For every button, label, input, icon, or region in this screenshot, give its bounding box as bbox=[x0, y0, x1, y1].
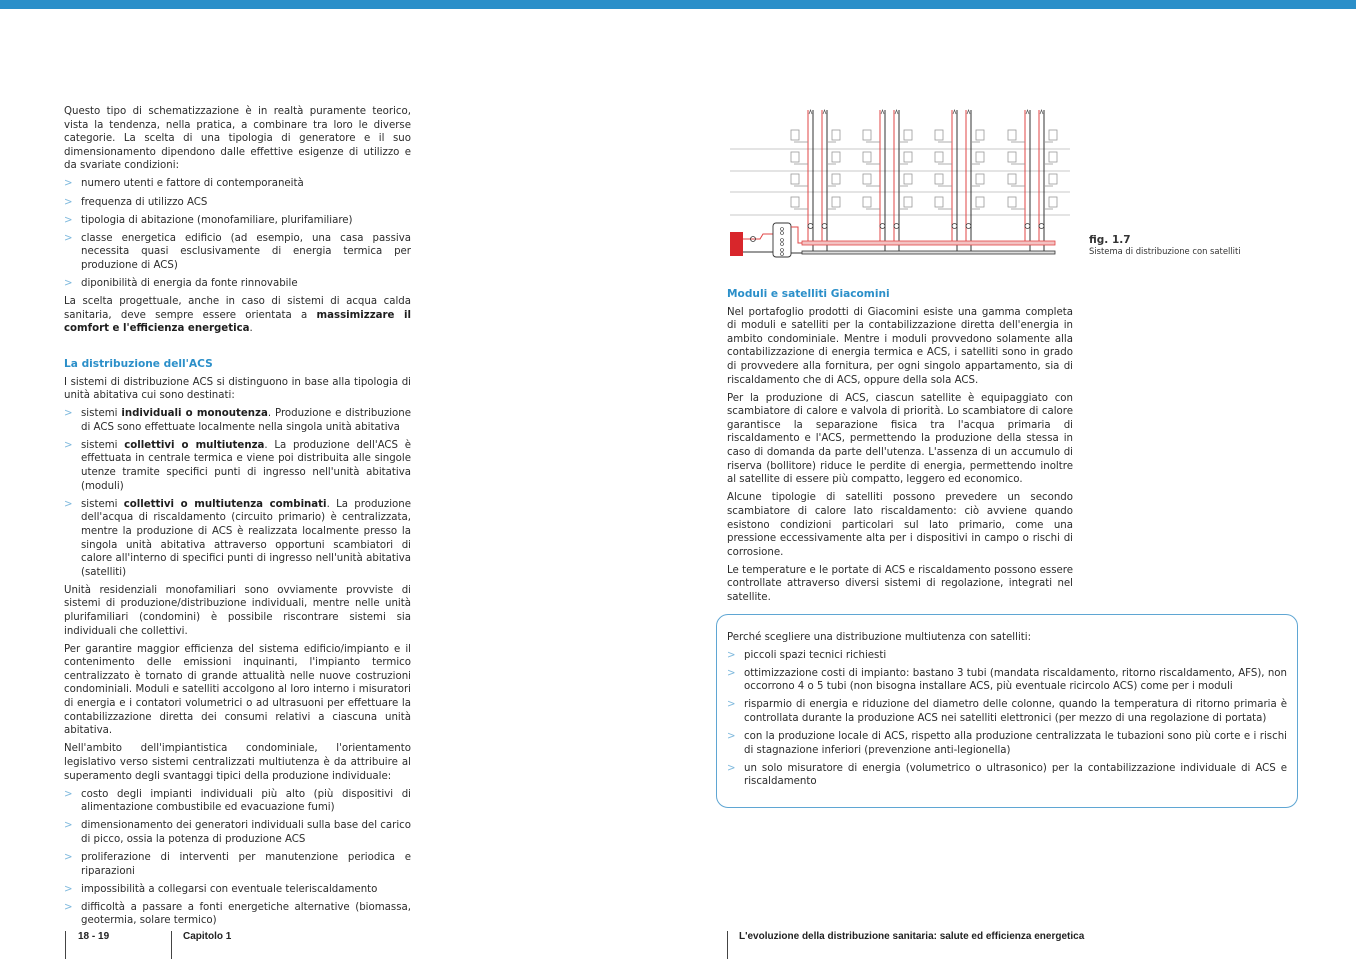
satellite-unit-icon bbox=[976, 152, 984, 162]
pump-icon bbox=[1025, 224, 1030, 229]
satellite-unit-icon bbox=[832, 197, 840, 207]
running-title: L'evoluzione della distribuzione sanitaria: salute ed efficienza energetica bbox=[739, 931, 1085, 942]
satellite-unit-icon bbox=[1049, 130, 1057, 140]
air-vent-icon bbox=[895, 110, 898, 114]
pump-icon bbox=[952, 224, 957, 229]
satellite-unit-icon bbox=[1008, 130, 1016, 140]
legislation-paragraph: Nell'ambito dell'impiantistica condominiale, l'orientamento legislativo verso sistemi centralizzati multiutenza è da attribuire al superamento degli svantaggi tipici della produzione individuale: bbox=[64, 743, 411, 782]
footer-divider bbox=[65, 931, 66, 959]
figure-caption bbox=[1089, 235, 1241, 257]
chevron-right-icon: > bbox=[64, 498, 73, 510]
list-item: > risparmio di energia e riduzione del diametro delle colonne, quando la temperatura di ritorno primaria è controllata durante la produzione ACS nei satelliti elettronici (per mezzo di una regolazione di portata) bbox=[727, 699, 1287, 724]
satellite-unit-icon bbox=[1049, 174, 1057, 184]
callout-title: Perché scegliere una distribuzione multiutenza con satelliti: bbox=[727, 632, 1032, 643]
list-item: > sistemi collettivi o multiutenza. La produzione dell'ACS è effettuata in centrale termica e viene poi distribuita alle singole utenze tramite specifici punti di ingresso nell'unità abitativa (moduli) bbox=[64, 439, 412, 492]
air-vent-icon bbox=[823, 110, 826, 114]
list-item: > un solo misuratore di energia (volumetrico o ultrasonico) per la contabilizzazione individuale di ACS e riscaldamento bbox=[727, 762, 1287, 788]
satellite-unit-icon bbox=[832, 130, 840, 140]
chapter-label: Capitolo 1 bbox=[183, 931, 232, 942]
chevron-right-icon: > bbox=[64, 901, 73, 913]
section-heading-distribution: La distribuzione dell'ACS bbox=[64, 357, 213, 370]
list-item: > sistemi individuali o monoutenza. Produzione e distribuzione di ACS sono effettuate localmente nella singola unità abitativa bbox=[64, 408, 411, 433]
benefits-list bbox=[727, 649, 1287, 789]
list-item: > tipologia di abitazione (monofamiliare, plurifamiliare) bbox=[64, 214, 353, 226]
pump-icon bbox=[880, 224, 885, 229]
paragraph: Alcune tipologie di satelliti possono prevedere un secondo scambiatore di calore lato riscaldamento: ciò avviene quando esistono condizioni particolari sul lato primario, come una pressione eccessivamente alta per i dispositivi in campo o rischi di corrosione. bbox=[727, 492, 1073, 558]
satellite-unit-icon bbox=[863, 130, 871, 140]
left-column bbox=[64, 105, 411, 932]
air-vent-icon bbox=[967, 110, 970, 114]
satellite-unit-icon bbox=[832, 174, 840, 184]
list-item: > impossibilità a collegarsi con eventuale teleriscaldamento bbox=[64, 883, 378, 895]
satellite-unit-icon bbox=[791, 130, 799, 140]
chevron-right-icon: > bbox=[727, 667, 736, 679]
satellite-unit-icon bbox=[935, 174, 943, 184]
intro-paragraph: Questo tipo di schematizzazione è in realtà puramente teorico, vista la tendenza, nella pratica, a combinare tra loro le diverse categorie. La scelta di una tipologia di generatore e il suo dimensionamento dipendono dalle effettive esigenze di utilizzo e da svariate condizioni: bbox=[64, 106, 411, 172]
list-item: > diponibilità di energia da fonte rinnovabile bbox=[64, 278, 298, 290]
return-header-pipe bbox=[802, 251, 1055, 254]
satellite-unit-icon bbox=[935, 130, 943, 140]
list-item: > frequenza di utilizzo ACS bbox=[64, 196, 208, 208]
heat-exchanger-icon bbox=[773, 223, 791, 257]
chevron-right-icon: > bbox=[64, 852, 73, 863]
boiler-supply-pipe bbox=[743, 234, 776, 239]
satellite-unit-icon bbox=[935, 197, 943, 207]
satellite-unit-icon bbox=[904, 174, 912, 184]
satellite-unit-icon bbox=[1049, 197, 1057, 207]
pump-icon bbox=[1039, 224, 1044, 229]
satellite-unit-icon bbox=[935, 152, 943, 162]
benefits-callout-box bbox=[716, 614, 1298, 808]
satellite-unit-icon bbox=[863, 197, 871, 207]
satellite-unit-icon bbox=[863, 174, 871, 184]
air-vent-icon bbox=[1026, 110, 1029, 114]
pump-icon bbox=[808, 224, 813, 229]
list-item: > classe energetica edificio (ad esempio, una casa passiva necessita quasi esclusivamente di energia termica per produzione di ACS) bbox=[64, 232, 411, 271]
pump-icon bbox=[822, 224, 827, 229]
chevron-right-icon: > bbox=[727, 649, 736, 661]
satellite-distribution-diagram bbox=[720, 100, 1080, 265]
list-item: > costo degli impianti individuali più alto (più dispositivi di alimentazione combustibile ed evacuazione fumi) bbox=[64, 788, 411, 814]
footer-divider bbox=[171, 931, 172, 959]
paragraph: Nel portafoglio prodotti di Giacomini esiste una gamma completa di moduli e satelliti per la contabilizzazione diretta dell'energia in ambito condominiale. Mentre i moduli provvedono solamente alla contabilizzazione di energia termica e ACS, i satelliti sono in grado di provvedere alla fornitura, per ogni singolo appartamento, sia di riscaldamento che di ACS, oppure della sola ACS. bbox=[727, 306, 1073, 386]
chevron-right-icon: > bbox=[64, 278, 73, 290]
satellite-unit-icon bbox=[791, 174, 799, 184]
chevron-right-icon: > bbox=[64, 178, 73, 190]
chevron-right-icon: > bbox=[727, 762, 736, 774]
satellite-unit-icon bbox=[863, 152, 871, 162]
list-item: > dimensionamento dei generatori individuali sulla base del carico di picco, ossia la potenza di produzione ACS bbox=[64, 820, 411, 845]
efficiency-paragraph: Per garantire maggior efficienza del sistema edificio/impianto e il contenimento delle emissioni inquinanti, l'impianto termico centralizzato è tornato di grande attualità nelle nuove costruzioni condominiali. Moduli e satelliti accolgono al loro interno i misuratori di energia e i contatori volumetrici o ad ultrasuoni per effettuare la contabilizzazione diretta dei consumi relativi a ciascuna unità abitativa. bbox=[64, 643, 411, 737]
top-accent-bar bbox=[0, 0, 1356, 9]
chevron-right-icon: > bbox=[64, 439, 73, 451]
satellite-unit-icon bbox=[976, 174, 984, 184]
satellite-unit-icon bbox=[904, 130, 912, 140]
right-column bbox=[727, 288, 1073, 609]
list-item: > difficoltà a passare a fonti energetiche alternative (biomassa, geotermia, solare termico) bbox=[64, 901, 411, 927]
chevron-right-icon: > bbox=[727, 731, 736, 743]
chevron-right-icon: > bbox=[64, 232, 73, 244]
chevron-right-icon: > bbox=[64, 214, 73, 226]
satellite-unit-icon bbox=[976, 197, 984, 207]
list-item: > ottimizzazione costi di impianto: bastano 3 tubi (mandata riscaldamento, ritorno riscaldamento, AFS), non occorrono 4 o 5 tubi (non bisogna installare ACS, più eventuale ricircolo ACS) come per i moduli bbox=[727, 667, 1287, 693]
list-item: > numero utenti e fattore di contemporaneità bbox=[64, 178, 304, 190]
list-item: > proliferazione di interventi per manutenzione periodica e riparazioni bbox=[64, 852, 411, 877]
chevron-right-icon: > bbox=[64, 408, 73, 420]
satellite-unit-icon bbox=[904, 197, 912, 207]
satellite-unit-icon bbox=[1008, 152, 1016, 162]
systems-list bbox=[64, 407, 411, 579]
chevron-right-icon: > bbox=[64, 788, 73, 800]
page-numbers: 18 - 19 bbox=[78, 931, 110, 942]
pump-icon bbox=[894, 224, 899, 229]
satellite-unit-icon bbox=[791, 197, 799, 207]
conditions-list bbox=[64, 177, 411, 290]
satellite-unit-icon bbox=[832, 152, 840, 162]
list-item: > con la produzione locale di ACS, rispetto alla produzione centralizzata le tubazioni sono più corte e i rischi di stagnazione inferiori (prevenzione anti-legionella) bbox=[727, 731, 1287, 756]
section-heading-giacomini: Moduli e satelliti Giacomini bbox=[727, 288, 890, 300]
satellite-unit-icon bbox=[1049, 152, 1057, 162]
air-vent-icon bbox=[881, 110, 884, 114]
disadvantages-list bbox=[64, 788, 411, 928]
choice-paragraph: La scelta progettuale, anche in caso di sistemi di acqua calda sanitaria, deve sempre essere orientata a massimizzare il comfort e l'efficienza energetica. bbox=[64, 296, 411, 335]
satellite-unit-icon bbox=[791, 152, 799, 162]
paragraph: Le temperature e le portate di ACS e riscaldamento possono essere controllate attraverso diversi sistemi di regolazione, integrati nel satellite. bbox=[727, 564, 1073, 603]
list-item: > sistemi collettivi o multiutenza combinati. La produzione dell'acqua di riscaldamento (circuito primario) è centralizzata, mentre la produzione di ACS è realizzata localmente presso la singola unità abitativa attraverso opportuni scambiatori di calore all'interno di specifici punti di ingresso nell'unità abitativa (satelliti) bbox=[64, 498, 412, 578]
supply-header-pipe bbox=[802, 241, 1055, 245]
chevron-right-icon: > bbox=[64, 196, 73, 208]
chevron-right-icon: > bbox=[64, 883, 73, 895]
satellite-unit-icon bbox=[1008, 174, 1016, 184]
air-vent-icon bbox=[953, 110, 956, 114]
paragraph: Per la produzione di ACS, ciascun satellite è equipaggiato con scambiatore di calore e valvola di priorità. Lo scambiatore di calore garantisce la separazione fisica tra l'acqua primaria di riscaldamento e l'ACS, permettendo la produzione della stessa in caso di domanda da parte dell'utenza. L'assenza di un accumulo di riserva (bollitore) riduce le perdite di energia, permettendo inoltre al satellite di essere più compatto, leggero ed economico. bbox=[727, 392, 1073, 486]
footer-divider bbox=[727, 931, 728, 959]
figure-caption-text: Sistema di distribuzione con satelliti bbox=[1089, 246, 1241, 256]
units-paragraph: Unità residenziali monofamiliari sono ovviamente provviste di sistemi di produzione/distribuzione individuali, mentre nelle unità plurifamiliari (condomini) è possibile riscontrare sistemi sia individuali che collettivi. bbox=[64, 584, 411, 637]
satellite-unit-icon bbox=[976, 130, 984, 140]
exchanger-supply-pipe bbox=[791, 227, 802, 243]
list-item: > piccoli spazi tecnici richiesti bbox=[727, 649, 887, 661]
pump-icon bbox=[966, 224, 971, 229]
figure-number: fig. 1.7 bbox=[1089, 234, 1131, 246]
air-vent-icon bbox=[809, 110, 812, 114]
chevron-right-icon: > bbox=[727, 699, 736, 711]
section-intro: I sistemi di distribuzione ACS si distinguono in base alla tipologia di unità abitativa cui sono destinati: bbox=[64, 376, 411, 402]
satellite-unit-icon bbox=[904, 152, 912, 162]
air-vent-icon bbox=[1040, 110, 1043, 114]
chevron-right-icon: > bbox=[64, 820, 73, 832]
satellite-unit-icon bbox=[1008, 197, 1016, 207]
boiler-icon bbox=[730, 232, 743, 256]
